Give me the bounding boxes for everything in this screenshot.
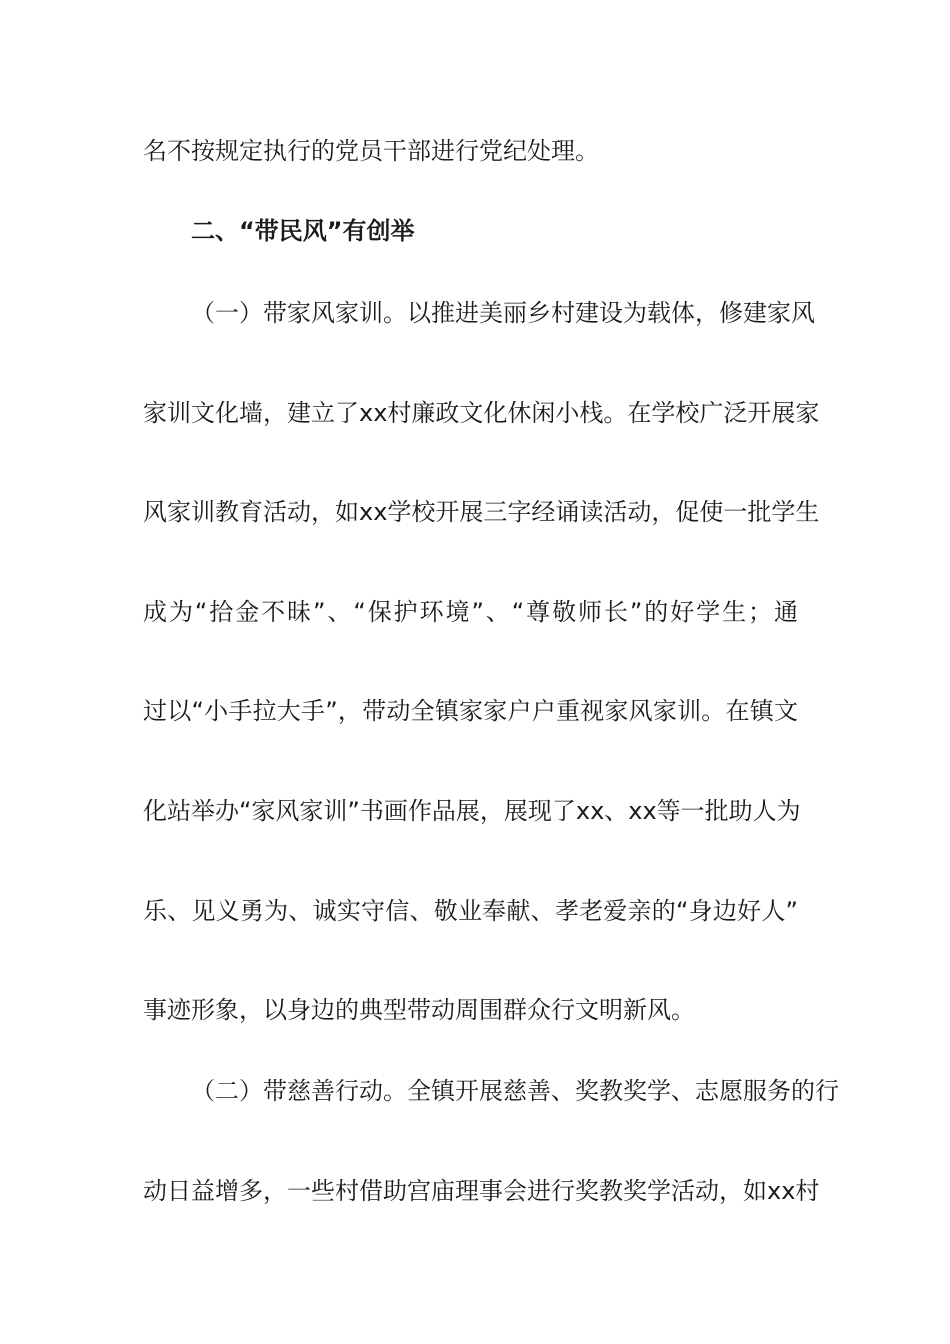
paragraph-2-line-2: 动日益增多，一些村借助宫庙理事会进行奖教奖学活动，如xx村 <box>143 1177 820 1205</box>
paragraph-1-line-4: 成为“拾金不昧”、“保护环境”、“尊敬师长”的好学生；通 <box>143 598 798 626</box>
paragraph-1-line-8: 事迹形象，以身边的典型带动周围群众行文明新风。 <box>143 996 695 1024</box>
paragraph-1-line-7: 乐、见义勇为、诚实守信、敬业奉献、孝老爱亲的“身边好人” <box>143 897 798 925</box>
paragraph-1-line-3: 风家训教育活动，如xx学校开展三字经诵读活动，促使一批学生 <box>143 498 820 526</box>
paragraph-2-line-1: （二）带慈善行动。全镇开展慈善、奖教奖学、志愿服务的行 <box>191 1077 839 1105</box>
paragraph-1-line-1: （一）带家风家训。以推进美丽乡村建设为载体，修建家风 <box>191 299 815 327</box>
paragraph-1-line-6: 化站举办“家风家训”书画作品展，展现了xx、xx等一批助人为 <box>143 797 801 825</box>
paragraph-1-line-5: 过以“小手拉大手”，带动全镇家家户户重视家风家训。在镇文 <box>143 697 798 725</box>
section-heading: 二、“带民风”有创举 <box>191 217 415 245</box>
paragraph-line-continuation: 名不按规定执行的党员干部进行党纪处理。 <box>143 137 599 165</box>
paragraph-1-line-2: 家训文化墙，建立了xx村廉政文化休闲小栈。在学校广泛开展家 <box>143 399 820 427</box>
